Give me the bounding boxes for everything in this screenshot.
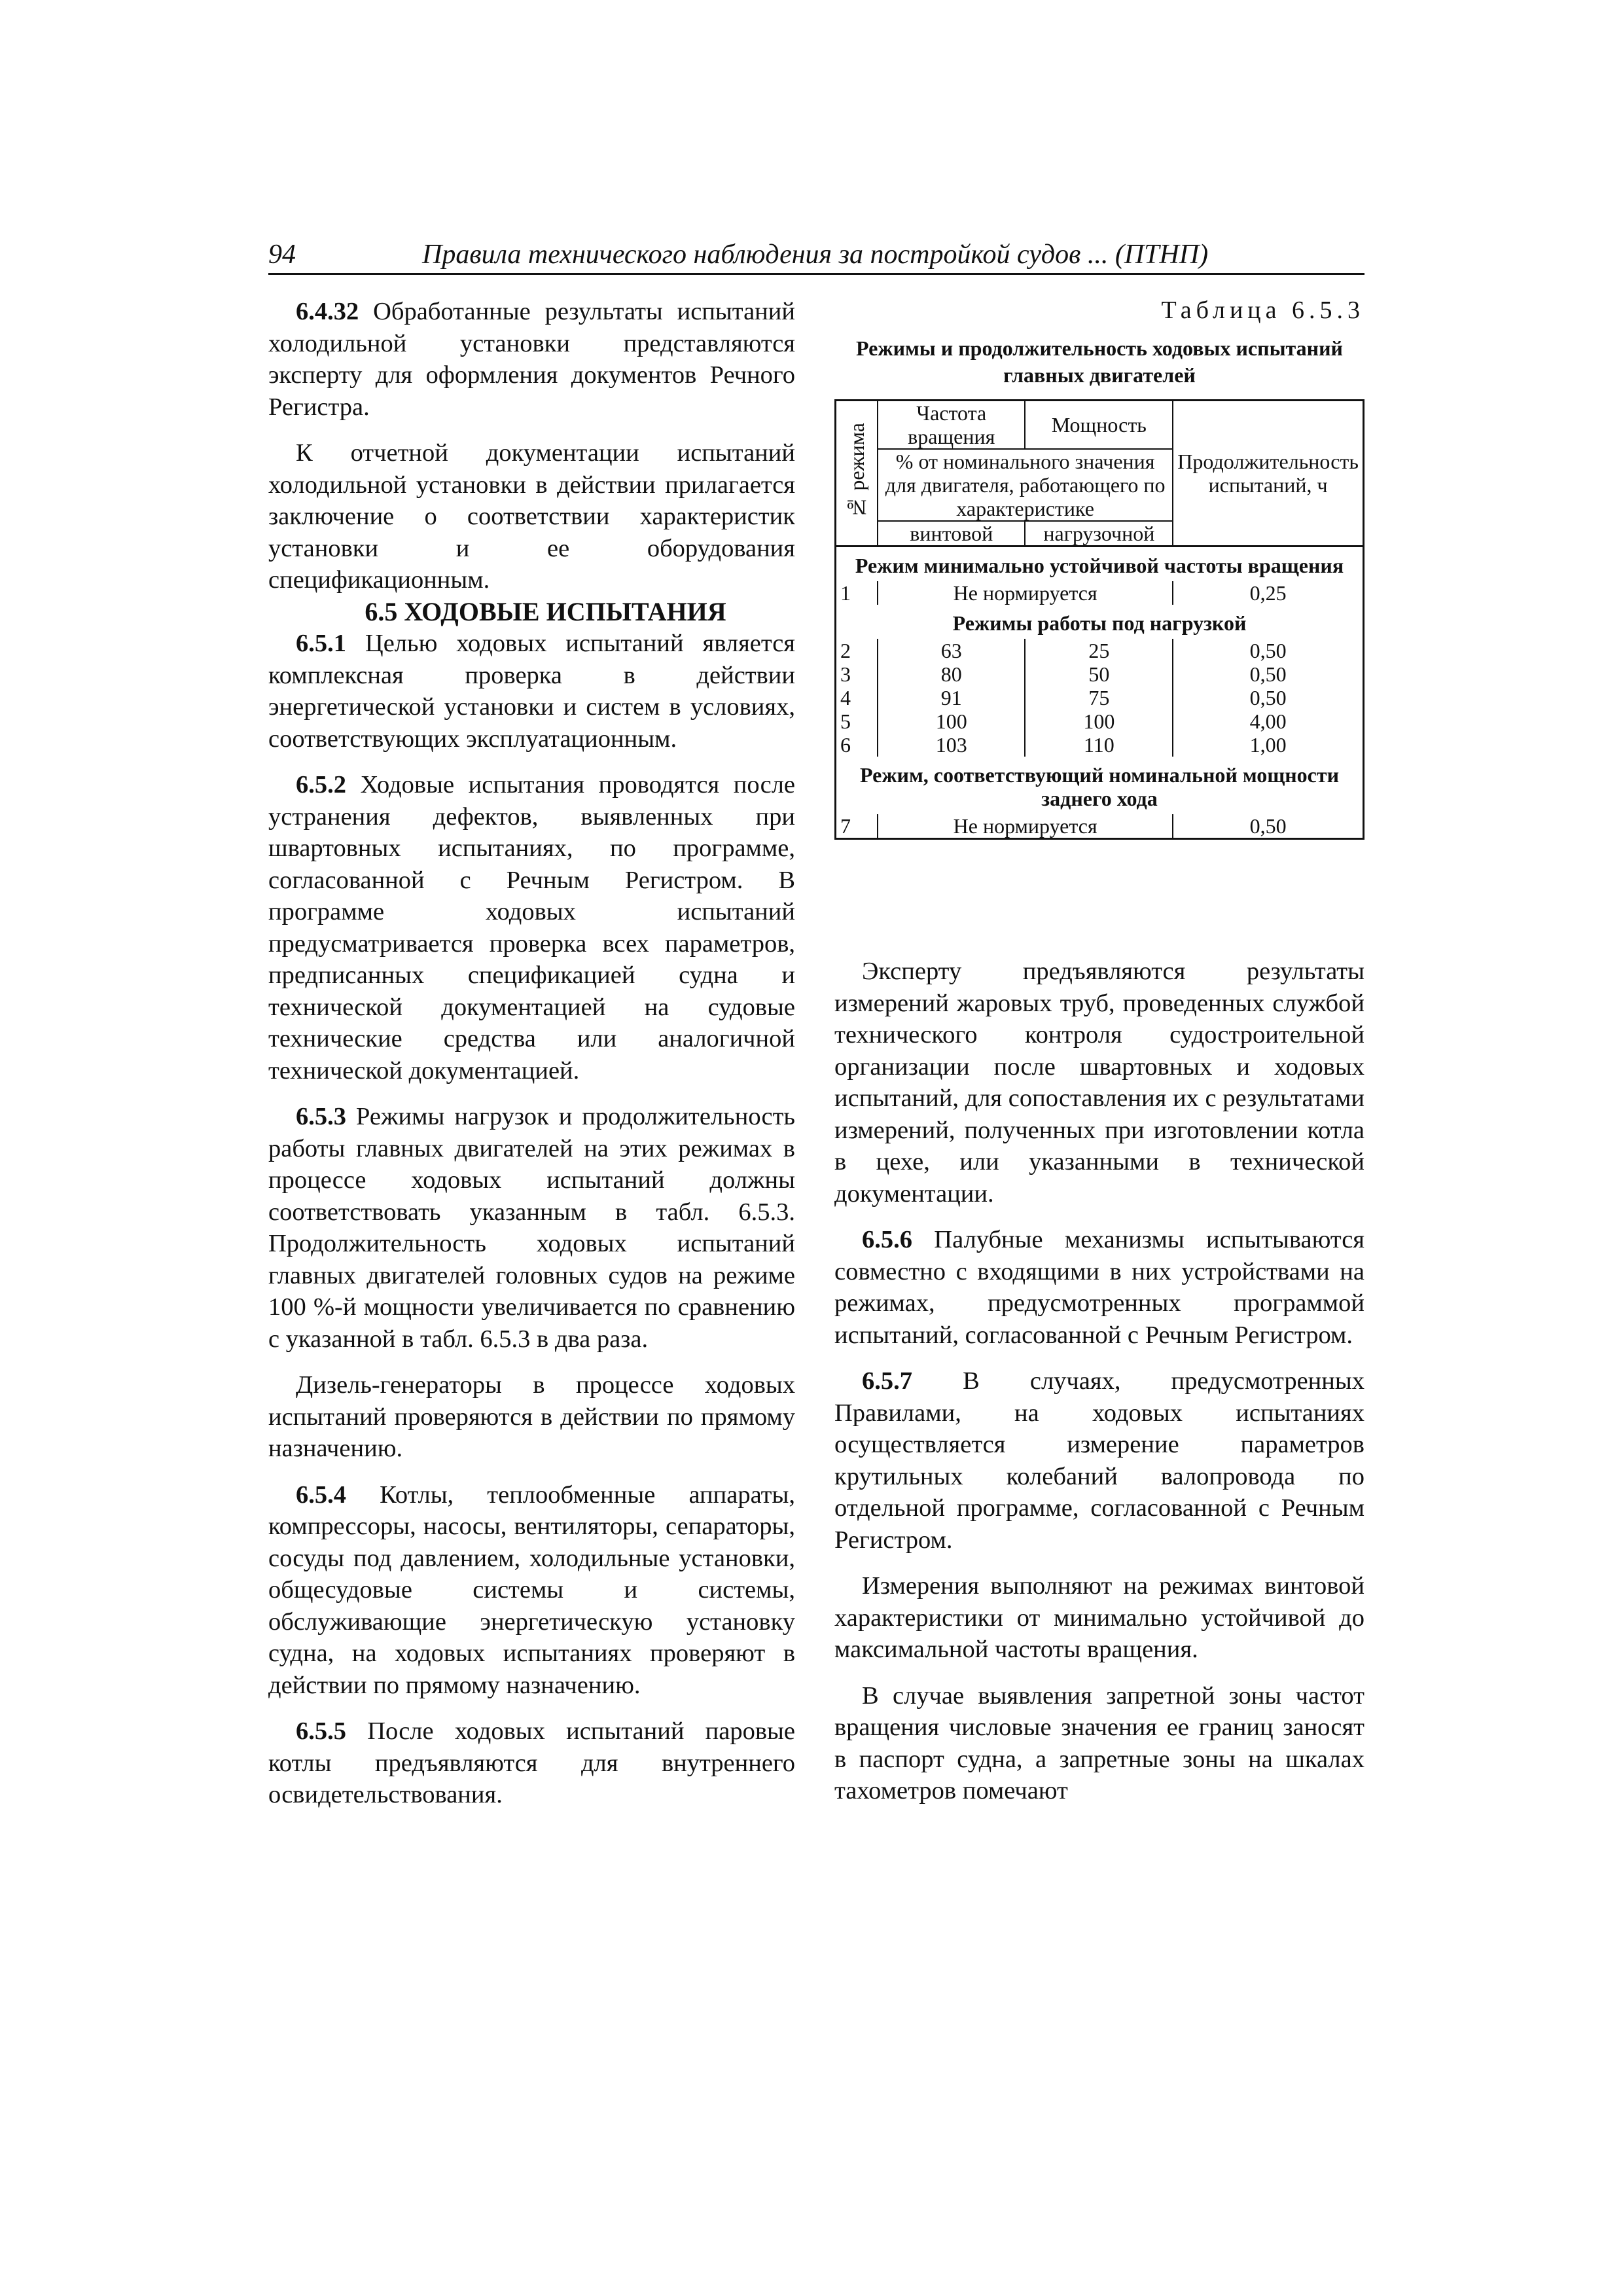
paragraph: Дизель-генераторы в процессе ходовых испытаний проверяются в действии по прямому назначению. xyxy=(268,1371,795,1462)
paragraph-6-5-3: 6.5.3 Режимы нагрузок и продолжительность работы главных двигателей на этих режимах в процессе ходовых испытаний должны соответствовать указанным в табл. 6.5.3. Продолжительность ходовых испытаний главных двигателей головных судов на режиме 100 %-й мощности увеличивается по сравнению с указанной в табл. 6.5.3 в два раза. xyxy=(268,1103,795,1353)
paragraph-6-5-4: 6.5.4 Котлы, теплообменные аппараты, компрессоры, насосы, вентиляторы, сепараторы, сосуды под давлением, холодильные установки, общесудовые системы и системы, обслуживающие энергетическую установку судна, на ходовых испытаниях проверяют в действии по прямому назначению. xyxy=(268,1480,795,1699)
clause-number: 6.5.3 xyxy=(296,1103,346,1130)
cell-load: 110 xyxy=(1025,733,1173,757)
header-duration: Продолжительность испытаний, ч xyxy=(1173,401,1363,547)
row-number: 4 xyxy=(836,686,878,709)
row-number: 7 xyxy=(836,814,878,839)
cell-screw: 103 xyxy=(878,733,1025,757)
paragraph: К отчетной документации испытаний холодильной установки в действии прилагается заключение о соответствии характеристик установки и ее оборудования спецификационным. xyxy=(268,439,795,594)
clause-number: 6.5.5 xyxy=(296,1717,346,1745)
cell-screw: 91 xyxy=(878,686,1025,709)
row-number: 1 xyxy=(836,581,878,605)
cell-duration: 0,25 xyxy=(1249,581,1287,605)
header-screw: винтовой xyxy=(878,521,1025,547)
header-freq: Частота вращения xyxy=(878,401,1025,450)
page-header xyxy=(268,239,1364,275)
clause-number: 6.5.6 xyxy=(862,1226,912,1253)
cell-screw: 63 xyxy=(878,639,1025,662)
cell-duration: 0,50 xyxy=(1249,662,1287,686)
table-title: Режимы и продолжительность ходовых испытаний главных двигателей xyxy=(856,336,1343,387)
header-mode-cell xyxy=(836,401,878,547)
cell-value: Не нормируется xyxy=(878,814,1173,839)
cell-screw: 100 xyxy=(878,709,1025,733)
table-row xyxy=(836,581,1364,605)
cell-load: 100 xyxy=(1025,709,1173,733)
table-row xyxy=(836,639,1364,662)
group-heading: Режим, соответствующий номинальной мощности заднего хода xyxy=(859,763,1340,810)
header-load: нагрузочной xyxy=(1025,521,1173,547)
cell-load: 50 xyxy=(1025,662,1173,686)
paragraph-6-5-5: 6.5.5 После ходовых испытаний паровые котлы предъявляются для внутреннего освидетельствования. xyxy=(268,1717,795,1808)
paragraph-6-5-1: 6.5.1 Целью ходовых испытаний является комплексная проверка в действии энергетической установки и систем в условиях, соответствующих эксплуатационным. xyxy=(268,630,795,753)
table-row xyxy=(836,733,1364,757)
group-heading: Режим минимально устойчивой частоты вращения xyxy=(836,547,1364,582)
table-row xyxy=(836,686,1364,709)
paragraph-6-5-6: 6.5.6 Палубные механизмы испытываются совместно с входящими в них устройствами на режимах, предусмотренных программой испытаний, согласованной с Речным Регистром. xyxy=(834,1226,1364,1349)
section-heading: 6.5 ХОДОВЫЕ ИСПЫТАНИЯ xyxy=(365,596,726,626)
page-number: 94 xyxy=(268,240,296,270)
table-label: Таблица 6.5.3 xyxy=(1161,296,1364,324)
row-number: 3 xyxy=(836,662,878,686)
cell-duration: 1,00 xyxy=(1249,733,1287,757)
paragraph-6-5-2: 6.5.2 Ходовые испытания проводятся после устранения дефектов, выявленных при швартовных испытаниях, по программе, согласованной с Речным Регистром. В программе ходовых испытаний предусматривается проверка всех параметров, предписанных спецификацией судна и технической документацией на судовые технические средства или аналогичной технической документацией. xyxy=(268,771,795,1085)
right-column xyxy=(834,956,1364,1807)
header-percent: % от номинального значения для двигателя, работающего по характеристике xyxy=(878,449,1173,521)
header-mode: № режима xyxy=(845,422,868,520)
paragraph: Измерения выполняют на режимах винтовой характеристики от минимально устойчивой до максимальной частоты вращения. xyxy=(834,1572,1364,1663)
cell-load: 25 xyxy=(1025,639,1173,662)
table-row xyxy=(836,709,1364,733)
paragraph-6-5-7: 6.5.7 В случаях, предусмотренных Правилами, на ходовых испытаниях осуществляется измерение параметров крутильных колебаний валопровода по отдельной программе, согласованной с Речным Регистром. xyxy=(834,1367,1364,1554)
cell-duration: 0,50 xyxy=(1249,639,1287,662)
table-row xyxy=(836,662,1364,686)
running-title: Правила технического наблюдения за постройкой судов ... (ПТНП) xyxy=(422,240,1209,270)
modes-table xyxy=(834,399,1364,840)
cell-duration: 0,50 xyxy=(1249,814,1287,838)
header-power: Мощность xyxy=(1025,401,1173,450)
cell-screw: 80 xyxy=(878,662,1025,686)
cell-value: Не нормируется xyxy=(878,581,1173,605)
cell-duration: 0,50 xyxy=(1249,686,1287,709)
left-column xyxy=(268,296,795,1811)
group-heading: Режимы работы под нагрузкой xyxy=(952,611,1247,635)
clause-number: 6.5.1 xyxy=(296,630,346,657)
cell-load: 75 xyxy=(1025,686,1173,709)
clause-number: 6.5.4 xyxy=(296,1480,346,1509)
row-number: 6 xyxy=(836,733,878,757)
clause-number: 6.5.2 xyxy=(296,771,346,798)
clause-number: 6.5.7 xyxy=(862,1367,912,1395)
paragraph-6-4-32: 6.4.32 Обработанные результаты испытаний холодильной установки представляются эксперту для оформления документов Речного Регистра. xyxy=(268,298,795,421)
paragraph: Эксперту предъявляются результаты измерений жаровых труб, проведенных службой технического контроля судостроительной организации после швартовных и ходовых испытаний, для сопоставления их с результатами измерений, полученных при изготовлении котла в цехе, или указанными в технической документации. xyxy=(834,958,1364,1208)
row-number: 2 xyxy=(836,639,878,662)
table-row xyxy=(836,814,1364,839)
row-number: 5 xyxy=(836,709,878,733)
paragraph: В случае выявления запретной зоны частот вращения числовые значения ее границ заносят в паспорт судна, а запретные зоны на шкалах тахометров помечают xyxy=(834,1681,1364,1804)
cell-duration: 4,00 xyxy=(1249,709,1287,733)
clause-number: 6.4.32 xyxy=(296,298,359,325)
